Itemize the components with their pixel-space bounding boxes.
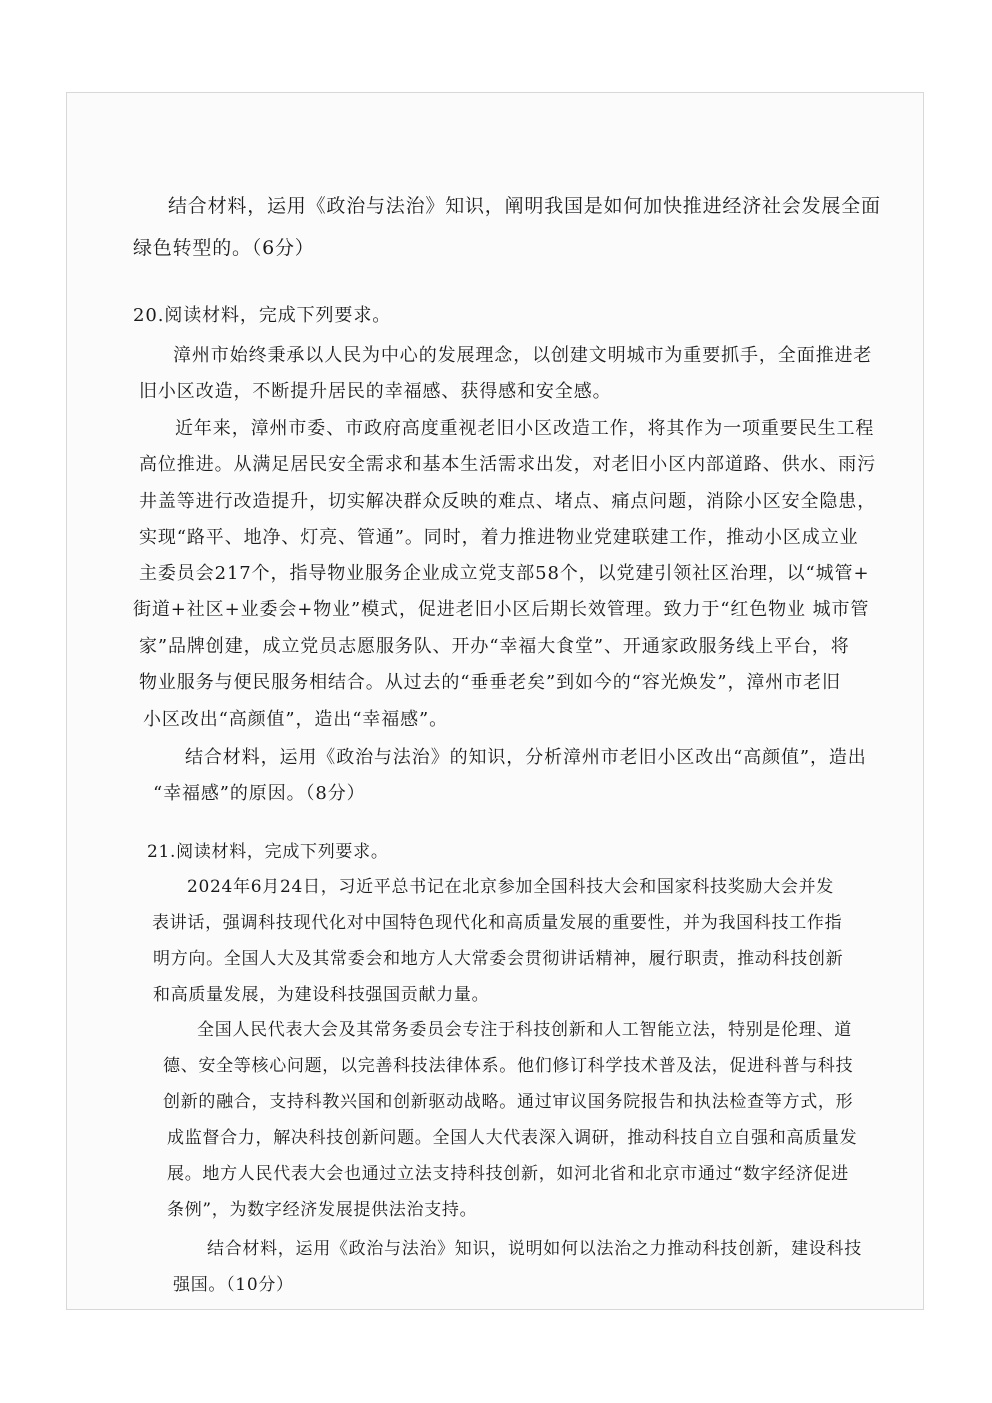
- q21-line: 德、安全等核心问题，以完善科技法律体系。他们修订科学技术普及法，促进科普与科技: [163, 1056, 854, 1076]
- q20-line: 主委员会217个，指导物业服务企业成立党支部58个，以党建引领社区治理，以“城管+: [139, 563, 870, 584]
- q21-line: 全国人民代表大会及其常务委员会专注于科技创新和人工智能立法，特别是伦理、道: [197, 1020, 852, 1040]
- q21-line: 2024年6月24日，习近平总书记在北京参加全国科技大会和国家科技奖励大会并发: [187, 877, 835, 897]
- q20-line: 漳州市始终秉承以人民为中心的发展理念，以创建文明城市为重要抓手，全面推进老: [173, 345, 873, 366]
- q20-line: 近年来，漳州市委、市政府高度重视老旧小区改造工作，将其作为一项重要民生工程: [175, 418, 875, 439]
- q21-line: 成监督合力，解决科技创新问题。全国人大代表深入调研，推动科技自立自强和高质量发: [167, 1128, 858, 1148]
- q21-line: 明方向。全国人大及其常委会和地方人大常委会贯彻讲话精神，履行职责，推动科技创新: [153, 949, 844, 969]
- q21-prompt-line-2: 强国。（10分）: [173, 1275, 294, 1295]
- q21-line: 创新的融合，支持科教兴国和创新驱动战略。通过审议国务院报告和执法检查等方式，形: [163, 1092, 854, 1112]
- q21-line: 表讲话，强调科技现代化对中国特色现代化和高质量发展的重要性，并为我国科技工作指: [152, 913, 843, 933]
- q21-line: 展。地方人民代表大会也通过立法支持科技创新，如河北省和北京市通过“数字经济促进: [167, 1164, 849, 1184]
- q21-prompt-line-1: 结合材料，运用《政治与法治》知识，说明如何以法治之力推动科技创新，建设科技: [207, 1239, 862, 1259]
- q20-line: 家”品牌创建，成立党员志愿服务队、开办“幸福大食堂”、开通家政服务线上平台，将: [139, 636, 850, 657]
- q19-prompt-line-1: 结合材料，运用《政治与法治》知识，阐明我国是如何加快推进经济社会发展全面: [168, 195, 881, 217]
- q20-line: 实现“路平、地净、灯亮、管通”。同时，着力推进物业党建联建工作，推动小区成立业: [139, 527, 859, 548]
- q21-line: 和高质量发展，为建设科技强国贡献力量。: [153, 985, 490, 1005]
- q20-prompt-line-1: 结合材料，运用《政治与法治》的知识，分析漳州市老旧小区改出“高颜值”，造出: [185, 747, 867, 768]
- exam-page: [66, 92, 924, 1310]
- q20-line: 井盖等进行改造提升，切实解决群众反映的难点、堵点、痛点问题，消除小区安全隐患，: [139, 491, 877, 512]
- q20-line: 物业服务与便民服务相结合。从过去的“垂垂老矣”到如今的“容光焕发”，漳州市老旧: [139, 672, 841, 693]
- q20-line: 旧小区改造，不断提升居民的幸福感、获得感和安全感。: [139, 381, 612, 402]
- q20-line: 街道+社区+业委会+物业”模式，促进老旧小区后期长效管理。致力于“红色物业 城市管: [133, 599, 870, 620]
- q20-heading: 20.阅读材料，完成下列要求。: [133, 305, 392, 326]
- q21-heading: 21.阅读材料，完成下列要求。: [147, 842, 389, 862]
- q19-prompt-line-2: 绿色转型的。（6分）: [133, 237, 315, 259]
- q21-line: 条例”，为数字经济发展提供法治支持。: [167, 1200, 478, 1220]
- q20-line: 高位推进。从满足居民安全需求和基本生活需求出发，对老旧小区内部道路、供水、雨污: [139, 454, 877, 475]
- q20-line: 小区改出“高颜值”，造出“幸福感”。: [143, 709, 449, 730]
- q20-prompt-line-2: “幸福感”的原因。（8分）: [153, 783, 366, 804]
